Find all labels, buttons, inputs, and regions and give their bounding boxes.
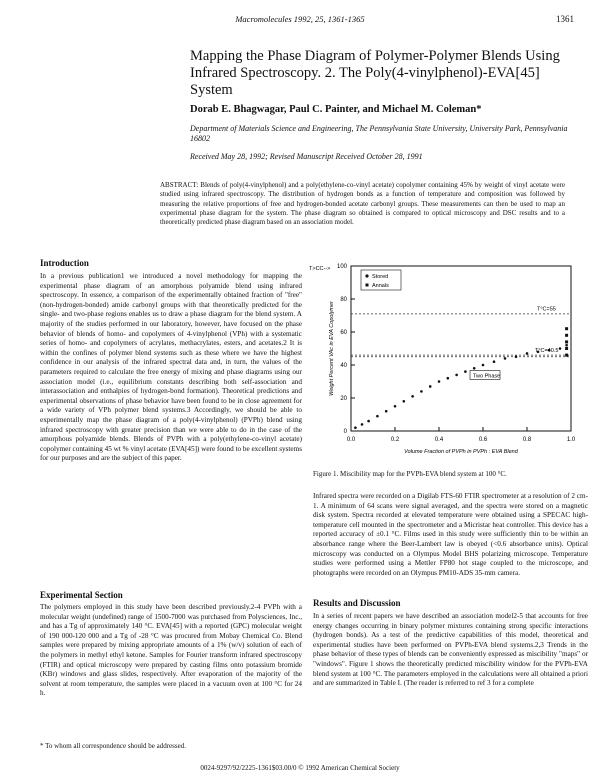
data-point (394, 405, 397, 408)
data-point (565, 327, 568, 330)
intro-heading: Introduction (40, 258, 89, 268)
y-tick-label: 60 (340, 330, 347, 336)
legend-marker (366, 284, 369, 287)
intro-text: In a previous publication1 we introduced a novel methodology for mapping the experimental phase diagram of an amorphous polyamide blend using infrared spectroscopy. In essence, a comparison of the experimentally obtained fraction of "free" (non-hydrogen-bonded) amide carbonyl groups with that theoretically predicted for the single- and two-phase regions enables us to draw a phase diagram for the blend system. A majority of the studies performed in our laboratory, however, have focused on the phase behavior of blends of homo- and copolymers of 4-vinylphenol (VPh) with a systematic series of homo- and copolymers of acrylates, methacrylates, esters, and acetates.2 It is within the confines of polymer blend systems such as these where we have the highest confidence in our analysis of the infrared spectral data and, in turn, the values of the parameters required to calculate the free energy of mixing and phase diagrams using our association model (i.e., equilibrium constants describing both self-association and interassociation and enthalpies of hydrogen-bond formation). Theoretical predictions and experimental observations of phase behavior have been found to be in close agreement for a wide variety of VPh polymer blend systems.3 Accordingly, we should be able to experimentally map the phase diagram of a poly(4-vinylphenol) (PVPh) blend using infrared spectroscopy with greater precision than we were able to do in the case of the amorphous polyamide blends. Blends of PVPh with a poly(ethylene-co-vinyl acetate) copolymer containing 45 wt % vinyl acetate (EVA[45]) were found to be excellent systems for our purposes and are the subject of this paper. (40, 272, 302, 463)
affiliation: Department of Materials Science and Engineering, The Pennsylvania State University, University Park, Pennsylvania 16802 (190, 124, 568, 143)
figure-caption: Figure 1. Miscibility map for the PVPh-EVA blend system at 100 °C. (313, 470, 507, 478)
annotation-label: T°C=40.5 (535, 347, 559, 354)
data-point (565, 354, 568, 357)
data-point (565, 340, 568, 343)
x-tick-label: 1.0 (566, 437, 576, 443)
x-tick-label: 0.6 (478, 437, 488, 443)
data-point (515, 355, 518, 358)
data-point (385, 410, 388, 413)
data-point (361, 423, 364, 426)
data-point (482, 364, 485, 367)
data-point (504, 357, 507, 360)
x-tick-label: 0.0 (346, 437, 356, 443)
legend-marker (365, 274, 368, 277)
data-point (493, 360, 496, 363)
data-point (473, 367, 476, 370)
annotation-label: Two Phase (473, 373, 501, 380)
data-point (376, 415, 379, 418)
data-point (455, 374, 458, 377)
data-point (438, 380, 441, 383)
x-tick-label: 0.2 (390, 437, 400, 443)
x-tick-label: 0.8 (522, 437, 532, 443)
data-point (420, 390, 423, 393)
experimental-heading: Experimental Section (40, 590, 123, 600)
data-point (565, 347, 568, 350)
authors: Dorab E. Bhagwagar, Paul C. Painter, and Michael M. Coleman* (190, 104, 482, 115)
received-date: Received May 28, 1992; Revised Manuscript Received October 28, 1991 (190, 152, 423, 161)
y-tick-label: 0 (343, 429, 347, 435)
annotation-label: T°C=55 (537, 306, 556, 313)
y-tick-label: 20 (340, 396, 347, 402)
footnote: * To whom all correspondence should be addressed. (40, 742, 186, 750)
y-tick-label: 100 (336, 264, 347, 270)
legend-entry: Stored (372, 274, 389, 280)
data-point (565, 334, 568, 337)
data-point (464, 370, 467, 373)
y-tick-label: 40 (340, 363, 347, 369)
y-tick-label: 80 (340, 297, 347, 303)
journal-header: Macromolecules 1992, 25, 1361-1365 (235, 14, 365, 24)
data-point (354, 426, 357, 429)
data-point (565, 344, 568, 347)
annotation-label: T>CC--> (309, 266, 331, 272)
data-point (559, 347, 562, 350)
y-axis-label: Weight Percent VAc in EVA Copolymer (329, 301, 335, 396)
abstract: ABSTRACT: Blends of poly(4-vinylphenol) and a poly(ethylene-co-vinyl acetate) copolymer containing 45% by weight of vinyl acetate were studied using infrared spectroscopy. The distribution of hydrogen bonds as a function of temperature and composition was followed by measuring the relative proportions of free and hydrogen-bonded acetate carbonyl groups. These measurements can then be used to map an experimental phase diagram for the system. The phase diagram so obtained is compared to optical microscopy and DSC results and to a theoretically predicted phase diagram based on an association model. (160, 181, 565, 227)
data-point (403, 400, 406, 403)
copyright-footer: 0024-9297/92/2225-1361$03.00/0 © 1992 American Chemical Society (200, 764, 400, 772)
data-point (429, 385, 432, 388)
data-point (526, 352, 529, 355)
results-paragraph: In a series of recent papers we have described an association model2-5 that accounts for free energy changes occurring in binary polymer mixtures containing strong specific interactions (hydrogen bonds). As a test of the predictive capabilities of this model, theoretical and experimental studies have been performed on PVPh-EVA blend systems.2,3 Trends in the phase behavior of these types of blends can be conveniently expressed as miscibility "maps" or "windows". Figure 1 shows the theoretically predicted miscibility window for the PVPh-EVA blend system at 100 °C. The parameters employed in the calculations were all obtained a priori and are summarized in Table I. (The reader is referred to ref 3 for a complete (313, 612, 588, 688)
methods-paragraph: Infrared spectra were recorded on a Digilab FTS-60 FTIR spectrometer at a resolution of 2 cm-1. A minimum of 64 scans were signal averaged, and the spectra were stored on a magnetic disk system. Spectra recorded at elevated temperature were obtained using a SPECAC high-temperature cell mounted in the spectrometer and a Micristar heat controller. This device has a reported accuracy of ±0.1 °C. Films used in this study were sufficiently thin to be within an absorbance range where the Beer-Lambert law is obeyed (<0.6 absorbance units). Optical microscopy was conducted on a Olympus Model BHS polarizing microscope. Temperature studies were performed using a Mettler FP80 hot stage coupled to the microscope, and photographs were recorded on an Olympus PM10-ADS 35-mm camera. (313, 492, 588, 577)
miscibility-chart (306, 258, 586, 463)
results-heading: Results and Discussion (313, 598, 401, 608)
x-tick-label: 0.4 (434, 437, 444, 443)
page-number: 1361 (556, 14, 574, 24)
legend-entry: Annals (372, 283, 389, 289)
experimental-text: The polymers employed in this study have been described previously.2-4 PVPh with a molecular weight (undefined) range of 1500-7000 was purchased from Polysciences, Inc., and has a Tg of approximately 140 °C. EVA[45] with a reported (GPC) molecular weight of 190 000-120 000 and a Tg of -28 °C was procured from Mobay Chemical Co. Blend samples were prepared by mixing appropriate amounts of a 1% (w/v) solution of each of the polymers in methyl ethyl ketone. Samples for Fourier transform infrared spectroscopy (FTIR) and optical microscopy were prepared by casting films onto potassium bromide (KBr) windows and glass slides, respectively. After evaporation of the majority of the solvent at room temperature, the samples were placed in a vacuum oven at 100 °C for 24 h. (40, 603, 302, 698)
data-point (411, 395, 414, 398)
data-point (447, 377, 450, 380)
data-point (367, 420, 370, 423)
x-axis-label: Volume Fraction of PVPh in PVPh : EVA Blend (404, 449, 518, 455)
figure-1 (306, 258, 586, 458)
paper-title: Mapping the Phase Diagram of Polymer-Polymer Blends Using Infrared Spectroscopy. 2. The Poly(4-vinylphenol)-EVA[45] System (190, 48, 560, 98)
